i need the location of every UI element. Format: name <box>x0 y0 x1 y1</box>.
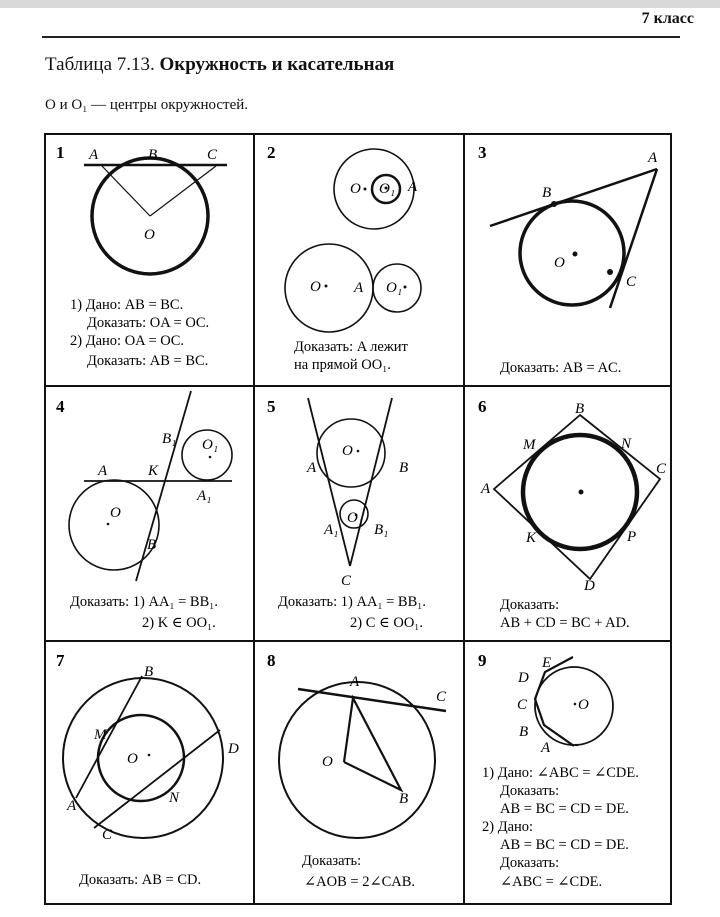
point-label: N <box>621 436 632 452</box>
problem-text: 1) Дано: AB = BC. <box>70 297 184 313</box>
point-label: A <box>354 280 364 296</box>
point-label: P <box>627 529 637 545</box>
problem-text: 2) Дано: <box>482 819 534 835</box>
problem-number: 8 <box>267 651 276 670</box>
problem-text: AB = BC = CD = DE. <box>500 801 629 817</box>
point-label: A <box>67 798 77 814</box>
point-label: O <box>322 754 333 770</box>
problem-text: Доказать: AB = CD. <box>79 872 202 888</box>
point-label: A <box>350 674 360 690</box>
problem-text: AB = BC = CD = DE. <box>500 837 629 853</box>
problem-number: 3 <box>478 143 487 162</box>
figure-2 <box>285 149 421 332</box>
point-label: B₁ <box>374 522 389 538</box>
point-label: B₁ <box>162 431 177 447</box>
point-label: B <box>575 401 585 417</box>
point-label: E <box>542 655 552 671</box>
point-label: B <box>147 537 157 553</box>
problem-text: 2) K ∈ OO₁. <box>142 615 216 631</box>
point-label: N <box>169 790 180 806</box>
problem-text: Доказать: <box>302 853 362 869</box>
point-label: O <box>144 227 155 243</box>
point-label: B <box>148 147 158 163</box>
point-label: C <box>517 697 528 713</box>
problem-text: AB + CD = BC + AD. <box>500 615 630 631</box>
point-label: B <box>399 460 409 476</box>
point-label: B <box>399 791 409 807</box>
point-label: O <box>554 255 565 271</box>
problem-text: на прямой OO₁. <box>294 357 391 373</box>
title-prefix: Таблица 7.13. <box>45 54 155 75</box>
problem-text: Доказать: 1) AA₁ = BB₁. <box>70 594 218 610</box>
point-label: D <box>518 670 529 686</box>
problem-number: 2 <box>267 143 276 162</box>
point-label: C <box>656 461 667 477</box>
title-name: Окружность и касательная <box>159 54 395 75</box>
point-label: A <box>307 460 317 476</box>
point-label: M <box>523 437 536 453</box>
point-label: D <box>228 741 239 757</box>
problem-number: 4 <box>56 397 65 416</box>
point-label: B <box>144 664 154 680</box>
center-dots <box>107 187 613 757</box>
problem-text: 2) Дано: OA = OC. <box>70 333 185 349</box>
problem-text: Доказать: <box>500 783 560 799</box>
figure-1 <box>84 158 227 274</box>
point-label: B <box>519 724 529 740</box>
problem-text: Доказать: AB = AC. <box>500 360 622 376</box>
point-label: C <box>341 573 352 589</box>
header-rule <box>42 36 680 38</box>
point-label: O₁ <box>386 280 403 296</box>
point-label: B <box>542 185 552 201</box>
point-label: O₁ <box>347 510 364 526</box>
problem-text: ∠ABC = ∠CDE. <box>500 874 603 890</box>
point-label: A <box>98 463 108 479</box>
point-label: C <box>626 274 637 290</box>
point-label: O <box>127 751 138 767</box>
problem-number: 9 <box>478 651 487 670</box>
problem-number: 6 <box>478 397 487 416</box>
problem-text: Доказать: A лежит <box>294 339 408 355</box>
point-label: O₁ <box>202 437 219 453</box>
problem-text: Доказать: AB = BC. <box>87 353 209 369</box>
point-label: A₁ <box>324 522 339 538</box>
problem-text: 2) C ∈ OO₁. <box>350 615 423 631</box>
figure-5 <box>308 398 392 566</box>
point-label: K <box>526 530 537 546</box>
subtitle: O и O₁ — центры окружностей. <box>45 97 249 113</box>
table-title <box>45 54 394 76</box>
grade-label: 7 класс <box>641 10 694 27</box>
problem-number: 5 <box>267 397 276 416</box>
point-label: O₁ <box>379 181 396 197</box>
top-bar <box>0 0 720 8</box>
point-label: A <box>408 179 418 195</box>
point-label: A <box>481 481 491 497</box>
point-label: C <box>102 827 113 843</box>
problem-text: Доказать: <box>500 597 560 613</box>
point-label: C <box>436 689 447 705</box>
point-label: D <box>584 578 595 594</box>
point-label: A <box>541 740 551 756</box>
point-label: A₁ <box>197 488 212 504</box>
problem-text: Доказать: <box>500 855 560 871</box>
point-label: C <box>207 147 218 163</box>
problem-number: 1 <box>56 143 65 162</box>
point-label: A <box>89 147 99 163</box>
problem-text: Доказать: 1) AA₁ = BB₁. <box>278 594 426 610</box>
point-label: O <box>342 443 353 459</box>
figure-8 <box>279 682 446 838</box>
problem-text: 1) Дано: ∠ABC = ∠CDE. <box>482 765 639 781</box>
point-label: A <box>648 150 658 166</box>
figure-6 <box>494 415 660 579</box>
problem-text: Доказать: OA = OC. <box>87 315 210 331</box>
point-label: K <box>148 463 159 479</box>
point-label: M <box>94 727 107 743</box>
point-label: O <box>350 181 361 197</box>
problem-grid <box>44 133 674 908</box>
point-label: O <box>310 279 321 295</box>
point-label: O <box>578 697 589 713</box>
problem-number: 7 <box>56 651 65 670</box>
problem-text: ∠AOB = 2∠CAB. <box>304 874 416 890</box>
point-label: O <box>110 505 121 521</box>
figure-7 <box>63 676 223 838</box>
